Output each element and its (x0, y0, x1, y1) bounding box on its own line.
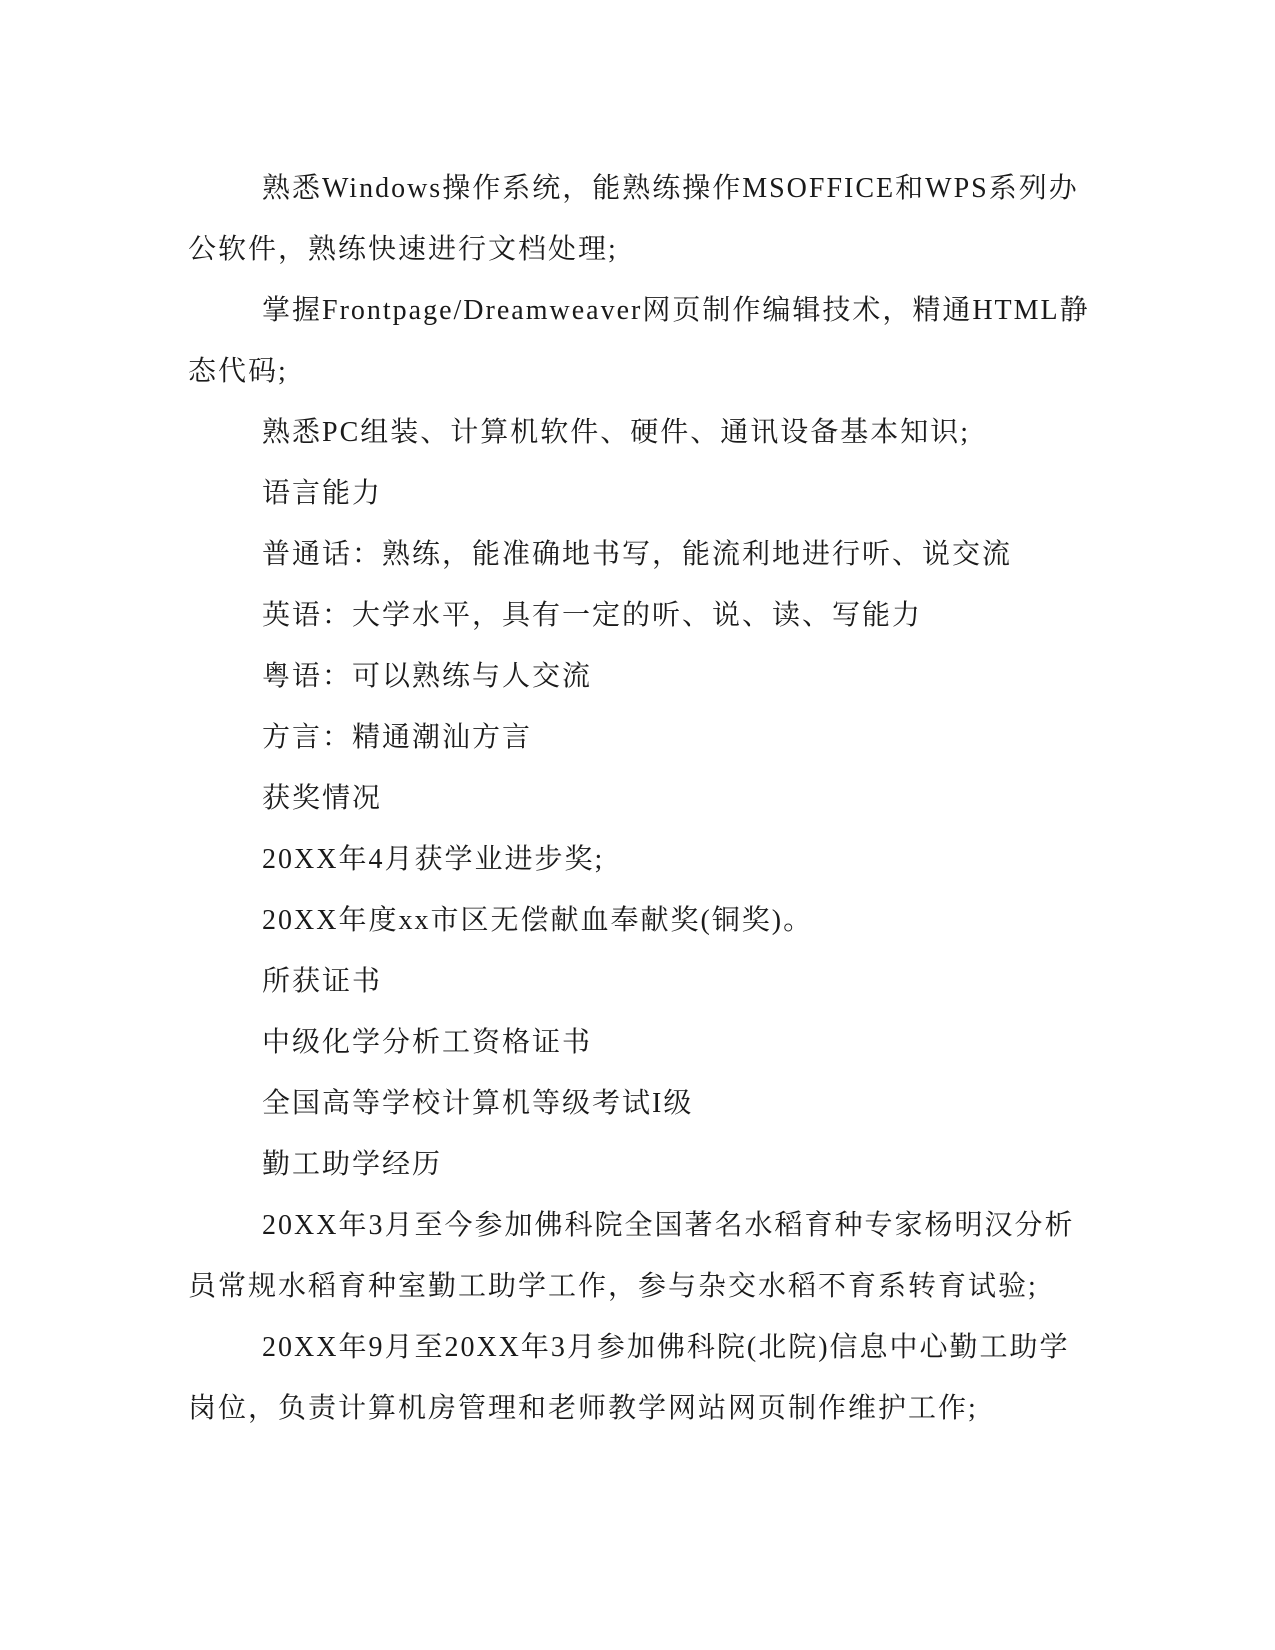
paragraph-line: 掌握Frontpage/Dreamweaver网页制作编辑技术，精通HTML静 (262, 295, 1090, 326)
paragraph-line: 方言：精通潮汕方言 (262, 722, 533, 753)
paragraph-line: 英语：大学水平，具有一定的听、说、读、写能力 (262, 600, 923, 631)
paragraph-line: 员常规水稻育种室勤工助学工作，参与杂交水稻不育系转育试验; (188, 1271, 1038, 1302)
paragraph-line: 公软件，熟练快速进行文档处理; (188, 234, 618, 265)
section-heading-work-study: 勤工助学经历 (262, 1149, 443, 1180)
section-heading-awards: 获奖情况 (262, 783, 383, 814)
paragraph-line: 普通话：熟练，能准确地书写，能流利地进行听、说交流 (262, 539, 1013, 570)
paragraph-line: 全国高等学校计算机等级考试I级 (262, 1088, 694, 1119)
paragraph-line: 20XX年9月至20XX年3月参加佛科院(北院)信息中心勤工助学 (262, 1332, 1070, 1363)
paragraph-line: 熟悉Windows操作系统，能熟练操作MSOFFICE和WPS系列办 (262, 173, 1079, 204)
document-body (188, 158, 1090, 1439)
section-heading-language: 语言能力 (262, 478, 383, 509)
paragraph-line: 中级化学分析工资格证书 (262, 1027, 593, 1058)
paragraph-line: 熟悉PC组装、计算机软件、硬件、通讯设备基本知识; (262, 417, 971, 448)
paragraph-line: 20XX年度xx市区无偿献血奉献奖(铜奖)。 (262, 905, 814, 936)
paragraph-line: 岗位，负责计算机房管理和老师教学网站网页制作维护工作; (188, 1393, 978, 1424)
paragraph-line: 20XX年3月至今参加佛科院全国著名水稻育种专家杨明汉分析 (262, 1210, 1075, 1241)
paragraph-line: 粤语：可以熟练与人交流 (262, 661, 593, 692)
section-heading-certificates: 所获证书 (262, 966, 383, 997)
paragraph-line: 20XX年4月获学业进步奖; (262, 844, 605, 875)
paragraph-line: 态代码; (188, 356, 288, 387)
